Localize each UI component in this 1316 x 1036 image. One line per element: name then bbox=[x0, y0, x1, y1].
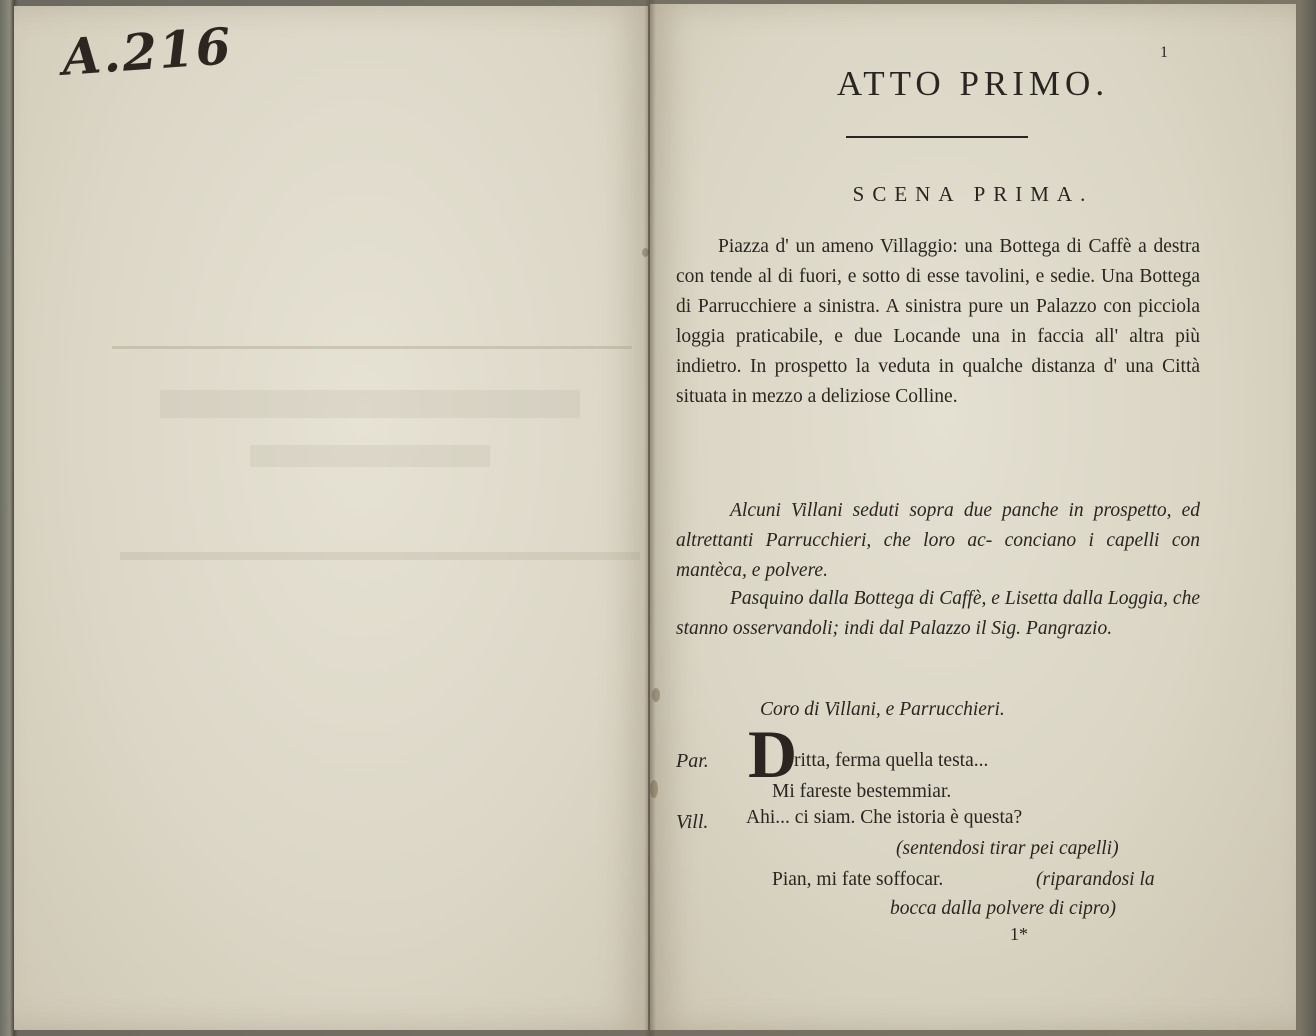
setting-line: qualche distanza d' una Città situata in mezzo a bbox=[676, 356, 1201, 407]
stage-line: Alcuni Villani seduti sopra due panche in bbox=[730, 500, 1084, 521]
signature-mark: 1* bbox=[1010, 924, 1028, 944]
verse-line: Mi fareste bestemmiar. bbox=[772, 781, 952, 802]
setting-line: all' altra più indietro. In prospetto la veduta in bbox=[676, 326, 1201, 377]
setting-line: deliziose Colline. bbox=[821, 386, 958, 407]
bleed-through-text bbox=[160, 390, 580, 418]
setting-line: esse tavolini, e sedie. Una Bottega di Parrucchiere bbox=[676, 266, 1200, 317]
speaker-vill: Vill. bbox=[676, 811, 709, 833]
stage-line: prospetto, ed altrettanti Parrucchieri, che loro ac- bbox=[676, 500, 1200, 551]
setting-line: a sinistra. A sinistra pure un Palazzo con picciola bbox=[803, 296, 1201, 317]
page-crease bbox=[120, 552, 640, 560]
chorus-heading: Coro di Villani, e Parrucchieri. bbox=[760, 699, 1005, 720]
verse-direction: bocca dalla polvere di cipro) bbox=[890, 898, 1116, 919]
handwritten-shelfmark: A.216 bbox=[60, 16, 235, 87]
book-gutter bbox=[644, 0, 656, 1036]
stage-direction bbox=[676, 496, 1200, 586]
left-page bbox=[14, 6, 648, 1030]
binding-stain bbox=[642, 248, 649, 257]
setting-line: Caffè a destra con tende al di fuori, e sotto di bbox=[676, 236, 1201, 287]
page-number: 1 bbox=[1160, 44, 1168, 61]
verse-direction: (sentendosi tirar pei capelli) bbox=[896, 838, 1119, 859]
verse-line: Pian, mi fate soffocar. bbox=[772, 869, 944, 890]
stage-line: Palazzo il Sig. Pangrazio. bbox=[908, 618, 1113, 639]
drop-cap: D bbox=[748, 716, 798, 792]
stage-line: dalla Loggia, che stanno osservandoli; indi dal bbox=[676, 588, 1200, 639]
page-crease bbox=[112, 346, 632, 349]
verse-line: ritta, ferma quella testa... bbox=[794, 750, 989, 771]
stage-line: conciano i capelli con mantèca, e polvere. bbox=[676, 530, 1200, 581]
act-title: ATTO PRIMO. bbox=[836, 64, 1110, 103]
setting-line: loggia praticabile, e due Locande una in faccia bbox=[676, 326, 1084, 347]
binding-stain bbox=[650, 780, 658, 798]
speaker-par: Par. bbox=[676, 750, 709, 772]
stage-direction bbox=[676, 584, 1200, 644]
verse-line: Ahi... ci siam. Che istoria è questa? bbox=[746, 807, 1023, 828]
scene-title: SCENA PRIMA. bbox=[852, 182, 1094, 206]
binding-stain bbox=[652, 688, 660, 702]
setting-line: Piazza d' un ameno Villaggio: una Bottega di bbox=[718, 236, 1082, 257]
bleed-through-text bbox=[250, 445, 490, 467]
setting-description bbox=[676, 232, 1200, 412]
verse-direction: (riparandosi la bbox=[1036, 869, 1155, 890]
stage-line: Pasquino dalla Bottega di Caffè, e Lisetta bbox=[730, 588, 1058, 609]
title-rule bbox=[846, 136, 1028, 138]
